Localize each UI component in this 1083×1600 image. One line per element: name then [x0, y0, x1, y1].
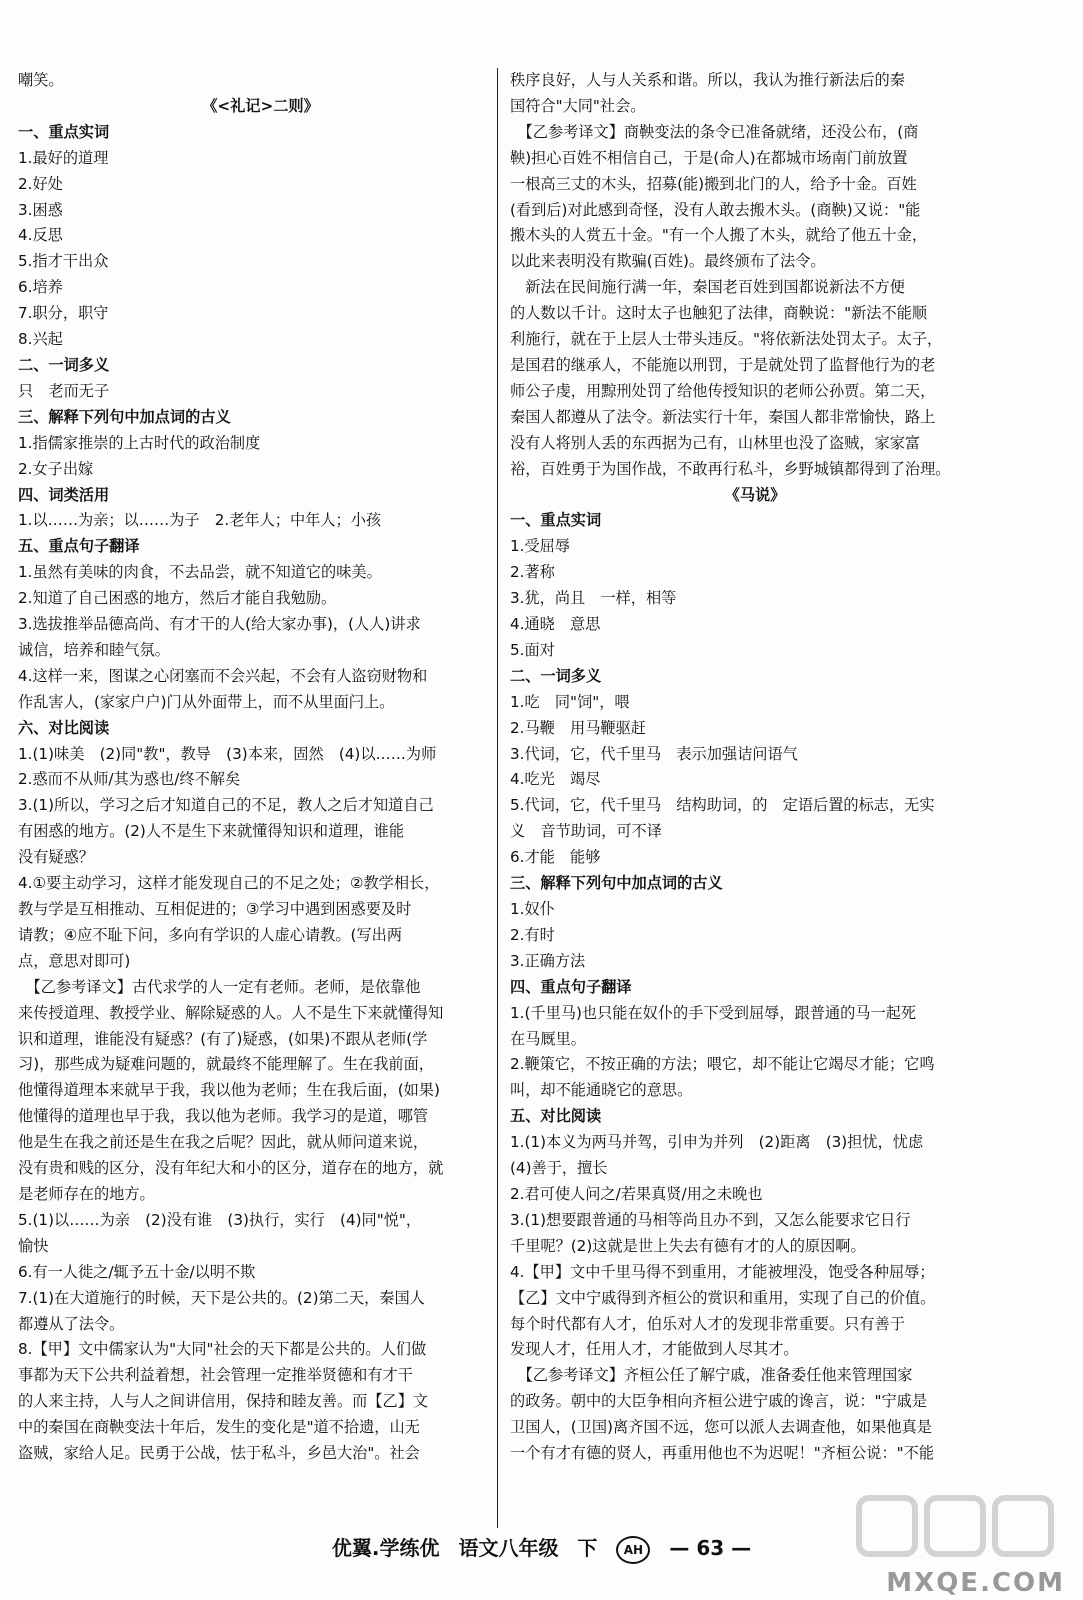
text-line: 愉快 — [18, 1236, 49, 1255]
text-line: 1.(1)本义为两马并驾，引申为并列 (2)距离 (3)担忧，忧虑 — [510, 1133, 924, 1152]
text-line: 没有疑惑？ — [18, 848, 94, 867]
text-line: 来传授道理、教授学业、解除疑惑的人。人不是生下来就懂得知 — [18, 1003, 444, 1022]
article-title: 《马说》 — [724, 485, 786, 504]
text-line: 2.女子出嫁 — [18, 459, 94, 478]
text-line: 1.受屈辱 — [510, 537, 571, 556]
text-line: 发现人才，任用人才，才能做到人尽其才。 — [510, 1340, 799, 1359]
text-line: 3.犹，尚且 一样，相等 — [510, 589, 677, 608]
text-line: 8.【甲】文中儒家认为"大同"社会的天下都是公共的。人们做 — [18, 1340, 427, 1359]
article-title: 《<礼记>二则》 — [202, 96, 319, 115]
text-line: 诚信，培养和睦气氛。 — [18, 640, 170, 659]
text-line: 利施行，就在于上层人士带头违反。"将依新法处罚太子。太子， — [510, 330, 943, 349]
text-line: 2.有时 — [510, 925, 555, 944]
text-line: 他懂得道理本来就早于我，我以他为老师；生在我后面，(如果) — [18, 1081, 440, 1100]
text-line: 事都为天下公共利益着想，社会管理一定推举贤德和有才干 — [18, 1366, 413, 1385]
text-line: 3.(1)想要跟普通的马相等尚且办不到，又怎么能要求它日行 — [510, 1210, 911, 1229]
text-line: 国符合"大同"社会。 — [510, 96, 646, 115]
text-line: 2.惑而不从师/其为惑也/终不解矣 — [18, 770, 241, 789]
footer-brand: 优翼.学练优 — [331, 1536, 440, 1560]
text-line: 是国君的继承人，不能施以刑罚，于是就处罚了监督他行为的老 — [510, 355, 936, 374]
text-line: 4.反思 — [18, 226, 63, 245]
text-line: 7.职分，职守 — [18, 304, 109, 323]
text-line: 请教；④应不耻下问，多向有学识的人虚心请教。(写出两 — [18, 925, 403, 944]
text-line: 2.好处 — [18, 174, 63, 193]
text-line: 3.选拔推举品德高尚、有才干的人(给大家办事)，(人人)讲求 — [18, 615, 421, 634]
text-line: 2.君可使人问之/若果真贤/用之未晚也 — [510, 1184, 763, 1203]
text-line: 叫，却不能通晓它的意思。 — [510, 1081, 693, 1100]
text-line: 中的秦国在商鞅变法十年后，发生的变化是"道不拾遗，山无 — [18, 1418, 420, 1437]
text-line: 5.代词，它，代千里马 结构助词，的 定语后置的标志，无实 — [510, 796, 935, 815]
text-line: 4.【甲】文中千里马得不到重用，才能被埋没，饱受各种屈辱； — [510, 1262, 935, 1281]
text-line: 3.(1)所以，学习之后才知道自己的不足，教人之后才知道自己 — [18, 796, 434, 815]
text-line: 习)，那些成为疑难问题的，就最终不能理解了。生在我前面， — [18, 1055, 434, 1074]
text-line: 6.培养 — [18, 278, 63, 297]
right-column — [510, 68, 1000, 1467]
text-line: 1.最好的道理 — [18, 148, 109, 167]
text-line: 他懂得的道理也早于我，我以他为老师。我学习的是道，哪管 — [18, 1107, 429, 1126]
text-line: 一根高三丈的木头，招募(能)搬到北门的人，给予十金。百姓 — [510, 174, 917, 193]
text-line: 1.指儒家推崇的上古时代的政治制度 — [18, 433, 261, 452]
text-line: 只 老而无子 — [18, 381, 110, 400]
section-heading: 四、重点句子翻译 — [510, 977, 632, 996]
text-line: 2.马鞭 用马鞭驱赶 — [510, 718, 646, 737]
text-line: 义 音节助词，可不译 — [510, 822, 662, 841]
page-number: — 63 — — [669, 1536, 752, 1560]
text-line: 卫国人，(卫国)离齐国不远，您可以派人去调查他，如果他真是 — [510, 1418, 932, 1437]
section-heading: 二、一词多义 — [510, 666, 602, 685]
section-heading: 一、重点实词 — [510, 511, 602, 530]
watermark-text: MXQE.COM — [886, 1568, 1065, 1598]
text-line: 作乱害人，(家家户户)门从外面带上，而不从里面闩上。 — [18, 692, 395, 711]
text-line: 搬木头的人赏五十金。"有一个人搬了木头，就给了他五十金， — [510, 226, 928, 245]
text-line: (4)善于，擅长 — [510, 1159, 608, 1178]
section-heading: 三、解释下列句中加点词的古义 — [18, 407, 231, 426]
text-line: 3.困惑 — [18, 200, 63, 219]
text-line: 4.①要主动学习，这样才能发现自己的不足之处；②教学相长， — [18, 874, 440, 893]
text-line: 2.著称 — [510, 563, 555, 582]
text-line: 3.代词，它，代千里马 表示加强诘问语气 — [510, 744, 798, 763]
text-line: 都遵从了法令。 — [18, 1314, 125, 1333]
text-line: 6.有一人徙之/辄予五十金/以明不欺 — [18, 1262, 256, 1281]
text-line: 以此来表明没有欺骗(百姓)。最终颁布了法令。 — [510, 252, 826, 271]
text-line: 4.吃光 竭尽 — [510, 770, 601, 789]
text-line: (看到后)对此感到奇怪，没有人敢去搬木头。(商鞅)又说："能 — [510, 200, 921, 219]
text-line: 4.通晓 意思 — [510, 615, 601, 634]
text-line: 秦国人都遵从了法令。新法实行十年，秦国人都非常愉快，路上 — [510, 407, 936, 426]
text-line: 师公子虔，用黥刑处罚了给他传授知识的老师公孙贾。第二天， — [510, 381, 936, 400]
section-heading: 三、解释下列句中加点词的古义 — [510, 874, 723, 893]
text-line: 他是生在我之前还是生在我之后呢？因此，就从师问道来说， — [18, 1133, 429, 1152]
text-line: 4.这样一来，图谋之心闭塞而不会兴起，不会有人盗窃财物和 — [18, 666, 428, 685]
section-heading: 四、词类活用 — [18, 485, 110, 504]
text-line: 2.鞭策它，不按正确的方法；喂它，却不能让它竭尽才能；它鸣 — [510, 1055, 935, 1074]
left-column — [18, 68, 503, 1467]
text-line: 的人数以千计。这时太子也触犯了法律，商鞅说："新法不能顺 — [510, 304, 928, 323]
text-line: 1.吃 同"饲"，喂 — [510, 692, 630, 711]
ah-badge: AH — [616, 1536, 650, 1564]
text-line: 鞅)担心百姓不相信自己，于是(命人)在都城市场南门前放置 — [510, 148, 908, 167]
text-line: 是老师存在的地方。 — [18, 1184, 155, 1203]
text-line: 没有人将别人丢的东西据为己有，山林里也没了盗贼，家家富 — [510, 433, 921, 452]
text-line: 1.(1)味美 (2)同"教"，教导 (3)本来，固然 (4)以……为师 — [18, 744, 437, 763]
footer-subject: 语文八年级 — [458, 1536, 559, 1560]
text-line: 7.(1)在大道施行的时候，天下是公共的。(2)第二天，秦国人 — [18, 1288, 425, 1307]
text-line: 1.奴仆 — [510, 900, 555, 918]
text-line: 嘲笑。 — [18, 71, 64, 89]
text-line: 【乙参考译文】齐桓公任了解宁戚，准备委任他来管理国家 — [510, 1366, 913, 1385]
text-line: 1.以……为亲；以……为子 2.老年人；中年人；小孩 — [18, 511, 382, 530]
text-line: 8.兴起 — [18, 330, 63, 349]
text-line: 盗贼，家给人足。民勇于公战，怯于私斗，乡邑大治"。社会 — [18, 1444, 420, 1463]
section-heading: 六、对比阅读 — [18, 718, 110, 737]
text-line: 新法在民间施行满一年，秦国老百姓到国都说新法不方便 — [510, 278, 905, 297]
text-line: 每个时代都有人才，伯乐对人才的发现非常重要。只有善于 — [510, 1314, 905, 1333]
text-line: 【乙】文中宁戚得到齐桓公的赏识和重用，实现了自己的价值。 — [510, 1288, 936, 1307]
text-line: 【乙参考译文】古代求学的人一定有老师。老师，是依靠他 — [18, 977, 421, 996]
text-line: 2.知道了自己困惑的地方，然后才能自我勉励。 — [18, 589, 337, 608]
text-line: 1.(千里马)也只能在奴仆的手下受到屈辱，跟普通的马一起死 — [510, 1003, 917, 1022]
section-heading: 五、对比阅读 — [510, 1107, 602, 1126]
text-line: 5.指才干出众 — [18, 252, 109, 271]
text-line: 的政务。朝中的大臣争相向齐桓公进宁戚的谗言，说："宁戚是 — [510, 1392, 928, 1411]
text-line: 点，意思对即可) — [18, 951, 131, 970]
text-line: 【乙参考译文】商鞅变法的条令已准备就绪，还没公布，(商 — [510, 122, 919, 141]
text-line: 没有贵和贱的区分，没有年纪大和小的区分，道存在的地方，就 — [18, 1159, 444, 1178]
text-line: 裕，百姓勇于为国作战，不敢再行私斗，乡野城镇都得到了治理。 — [510, 459, 951, 478]
footer-term: 下 — [577, 1536, 598, 1560]
section-heading: 二、一词多义 — [18, 355, 110, 374]
text-line: 教与学是互相推动、互相促进的；③学习中遇到困惑要及时 — [18, 900, 412, 918]
text-line: 在马厩里。 — [510, 1029, 586, 1048]
section-heading: 一、重点实词 — [18, 122, 110, 141]
text-line: 6.才能 能够 — [510, 848, 601, 867]
text-line: 一个有才有德的贤人，再重用他也不为迟呢！"齐桓公说："不能 — [510, 1444, 935, 1463]
text-line: 3.正确方法 — [510, 951, 586, 970]
text-line: 千里呢？(2)这就是世上失去有德有才的人的原因啊。 — [510, 1236, 866, 1255]
text-line: 秩序良好，人与人关系和谐。所以，我认为推行新法后的秦 — [510, 71, 905, 89]
text-line: 5.(1)以……为亲 (2)没有谁 (3)执行，实行 (4)同"悦"， — [18, 1210, 422, 1229]
column-divider — [497, 68, 498, 1528]
text-line: 的人来主持，人与人之间讲信用，保持和睦友善。而【乙】文 — [18, 1392, 429, 1411]
text-line: 有困惑的地方。(2)人不是生下来就懂得知识和道理，谁能 — [18, 822, 405, 841]
text-line: 识和道理，谁能没有疑惑？(有了)疑惑，(如果)不跟从老师(学 — [18, 1029, 428, 1048]
text-line: 5.面对 — [510, 640, 555, 659]
section-heading: 五、重点句子翻译 — [18, 537, 140, 556]
text-line: 1.虽然有美味的肉食，不去品尝，就不知道它的味美。 — [18, 563, 382, 582]
